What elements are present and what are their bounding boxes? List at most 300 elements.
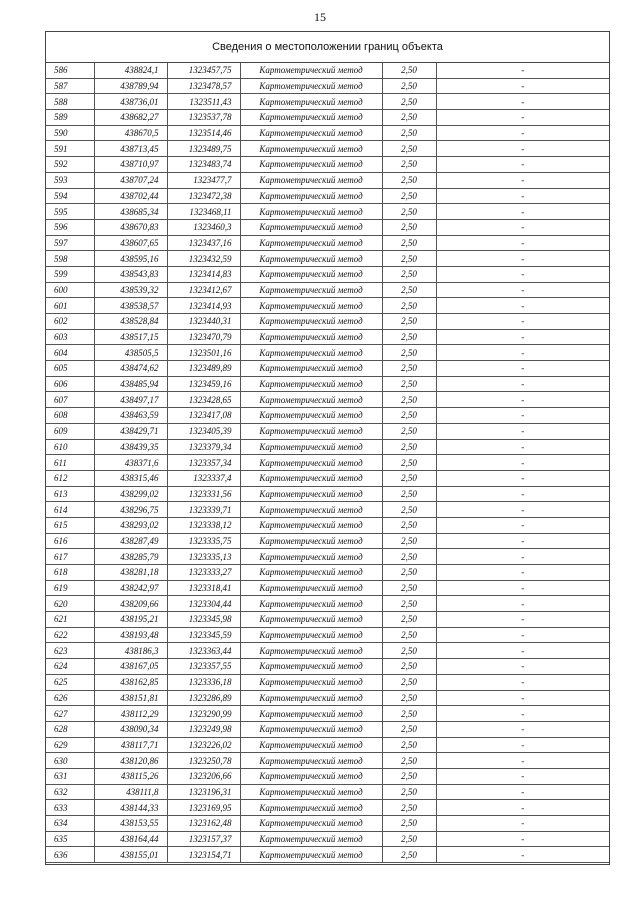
x-coordinate-cell: 438670,83 — [94, 219, 167, 235]
table-row — [46, 266, 609, 282]
x-coordinate-cell: 438528,84 — [94, 314, 167, 330]
y-coordinate-cell: 1323477,7 — [167, 172, 240, 188]
accuracy-cell: 2,50 — [382, 345, 436, 361]
table-row — [46, 784, 609, 800]
page-number: 15 — [314, 10, 326, 24]
accuracy-cell: 2,50 — [382, 298, 436, 314]
x-coordinate-cell: 438371,6 — [94, 455, 167, 471]
table-row — [46, 282, 609, 298]
method-cell: Картометрический метод — [240, 831, 382, 847]
description-cell: - — [436, 549, 609, 565]
x-coordinate-cell: 438120,86 — [94, 753, 167, 769]
x-coordinate-cell: 438429,71 — [94, 423, 167, 439]
table-row — [46, 204, 609, 220]
accuracy-cell: 2,50 — [382, 784, 436, 800]
x-coordinate-cell: 438474,62 — [94, 361, 167, 377]
method-cell: Картометрический метод — [240, 345, 382, 361]
method-cell: Картометрический метод — [240, 329, 382, 345]
description-cell: - — [436, 470, 609, 486]
method-cell: Картометрический метод — [240, 721, 382, 737]
point-number-cell: 603 — [46, 329, 94, 345]
description-cell: - — [436, 345, 609, 361]
accuracy-cell: 2,50 — [382, 659, 436, 675]
description-cell: - — [436, 486, 609, 502]
description-cell: - — [436, 565, 609, 581]
method-cell: Картометрический метод — [240, 423, 382, 439]
y-coordinate-cell: 1323414,93 — [167, 298, 240, 314]
method-cell: Картометрический метод — [240, 282, 382, 298]
point-number-cell: 618 — [46, 565, 94, 581]
accuracy-cell: 2,50 — [382, 831, 436, 847]
description-cell: - — [436, 125, 609, 141]
point-number-cell: 616 — [46, 533, 94, 549]
x-coordinate-cell: 438539,32 — [94, 282, 167, 298]
description-cell: - — [436, 266, 609, 282]
method-cell: Картометрический метод — [240, 94, 382, 110]
point-number-cell: 624 — [46, 659, 94, 675]
table-row — [46, 847, 609, 863]
description-cell: - — [436, 204, 609, 220]
table-row — [46, 408, 609, 424]
method-cell: Картометрический метод — [240, 251, 382, 267]
x-coordinate-cell: 438164,44 — [94, 831, 167, 847]
table-row — [46, 659, 609, 675]
accuracy-cell: 2,50 — [382, 674, 436, 690]
table-row — [46, 596, 609, 612]
point-number-cell: 621 — [46, 612, 94, 628]
description-cell: - — [436, 314, 609, 330]
accuracy-cell: 2,50 — [382, 470, 436, 486]
accuracy-cell: 2,50 — [382, 486, 436, 502]
description-cell: - — [436, 721, 609, 737]
accuracy-cell: 2,50 — [382, 94, 436, 110]
accuracy-cell: 2,50 — [382, 596, 436, 612]
method-cell: Картометрический метод — [240, 486, 382, 502]
description-cell: - — [436, 78, 609, 94]
accuracy-cell: 2,50 — [382, 329, 436, 345]
y-coordinate-cell: 1323335,13 — [167, 549, 240, 565]
point-number-cell: 597 — [46, 235, 94, 251]
table-row — [46, 141, 609, 157]
method-cell: Картометрический метод — [240, 361, 382, 377]
x-coordinate-cell: 438607,65 — [94, 235, 167, 251]
point-number-cell: 604 — [46, 345, 94, 361]
point-number-cell: 635 — [46, 831, 94, 847]
method-cell: Картометрический метод — [240, 706, 382, 722]
description-cell: - — [436, 172, 609, 188]
boundary-table-frame — [45, 31, 610, 865]
y-coordinate-cell: 1323336,18 — [167, 674, 240, 690]
description-cell: - — [436, 816, 609, 832]
method-cell: Картометрический метод — [240, 800, 382, 816]
y-coordinate-cell: 1323460,3 — [167, 219, 240, 235]
x-coordinate-cell: 438293,02 — [94, 517, 167, 533]
accuracy-cell: 2,50 — [382, 455, 436, 471]
x-coordinate-cell: 438155,01 — [94, 847, 167, 863]
y-coordinate-cell: 1323337,4 — [167, 470, 240, 486]
coordinates-table-body — [46, 63, 609, 863]
x-coordinate-cell: 438713,45 — [94, 141, 167, 157]
table-row — [46, 110, 609, 126]
y-coordinate-cell: 1323459,16 — [167, 376, 240, 392]
method-cell: Картометрический метод — [240, 659, 382, 675]
y-coordinate-cell: 1323437,16 — [167, 235, 240, 251]
point-number-cell: 614 — [46, 502, 94, 518]
x-coordinate-cell: 438497,17 — [94, 392, 167, 408]
accuracy-cell: 2,50 — [382, 627, 436, 643]
method-cell: Картометрический метод — [240, 63, 382, 78]
description-cell: - — [436, 219, 609, 235]
x-coordinate-cell: 438167,05 — [94, 659, 167, 675]
method-cell: Картометрический метод — [240, 596, 382, 612]
method-cell: Картометрический метод — [240, 502, 382, 518]
table-row — [46, 643, 609, 659]
y-coordinate-cell: 1323338,12 — [167, 517, 240, 533]
method-cell: Картометрический метод — [240, 533, 382, 549]
x-coordinate-cell: 438153,55 — [94, 816, 167, 832]
x-coordinate-cell: 438707,24 — [94, 172, 167, 188]
description-cell: - — [436, 784, 609, 800]
table-row — [46, 376, 609, 392]
description-cell: - — [436, 329, 609, 345]
x-coordinate-cell: 438315,46 — [94, 470, 167, 486]
y-coordinate-cell: 1323226,02 — [167, 737, 240, 753]
method-cell: Картометрический метод — [240, 110, 382, 126]
description-cell: - — [436, 768, 609, 784]
description-cell: - — [436, 392, 609, 408]
point-number-cell: 592 — [46, 157, 94, 173]
x-coordinate-cell: 438299,02 — [94, 486, 167, 502]
point-number-cell: 634 — [46, 816, 94, 832]
y-coordinate-cell: 1323286,89 — [167, 690, 240, 706]
accuracy-cell: 2,50 — [382, 235, 436, 251]
table-row — [46, 188, 609, 204]
y-coordinate-cell: 1323331,56 — [167, 486, 240, 502]
accuracy-cell: 2,50 — [382, 753, 436, 769]
accuracy-cell: 2,50 — [382, 157, 436, 173]
description-cell: - — [436, 251, 609, 267]
x-coordinate-cell: 438710,97 — [94, 157, 167, 173]
accuracy-cell: 2,50 — [382, 314, 436, 330]
x-coordinate-cell: 438439,35 — [94, 439, 167, 455]
description-cell: - — [436, 188, 609, 204]
y-coordinate-cell: 1323250,78 — [167, 753, 240, 769]
y-coordinate-cell: 1323432,59 — [167, 251, 240, 267]
point-number-cell: 591 — [46, 141, 94, 157]
description-cell: - — [436, 94, 609, 110]
description-cell: - — [436, 455, 609, 471]
point-number-cell: 613 — [46, 486, 94, 502]
y-coordinate-cell: 1323333,27 — [167, 565, 240, 581]
table-row — [46, 78, 609, 94]
accuracy-cell: 2,50 — [382, 392, 436, 408]
x-coordinate-cell: 438112,29 — [94, 706, 167, 722]
table-row — [46, 721, 609, 737]
accuracy-cell: 2,50 — [382, 800, 436, 816]
method-cell: Картометрический метод — [240, 580, 382, 596]
method-cell: Картометрический метод — [240, 768, 382, 784]
y-coordinate-cell: 1323249,98 — [167, 721, 240, 737]
x-coordinate-cell: 438543,83 — [94, 266, 167, 282]
y-coordinate-cell: 1323472,38 — [167, 188, 240, 204]
point-number-cell: 605 — [46, 361, 94, 377]
description-cell: - — [436, 847, 609, 863]
accuracy-cell: 2,50 — [382, 768, 436, 784]
method-cell: Картометрический метод — [240, 78, 382, 94]
table-row — [46, 470, 609, 486]
description-cell: - — [436, 298, 609, 314]
y-coordinate-cell: 1323412,67 — [167, 282, 240, 298]
method-cell: Картометрический метод — [240, 408, 382, 424]
description-cell: - — [436, 502, 609, 518]
table-row — [46, 831, 609, 847]
table-row — [46, 816, 609, 832]
point-number-cell: 611 — [46, 455, 94, 471]
table-row — [46, 345, 609, 361]
point-number-cell: 610 — [46, 439, 94, 455]
method-cell: Картометрический метод — [240, 204, 382, 220]
table-row — [46, 235, 609, 251]
method-cell: Картометрический метод — [240, 439, 382, 455]
point-number-cell: 598 — [46, 251, 94, 267]
accuracy-cell: 2,50 — [382, 737, 436, 753]
x-coordinate-cell: 438242,97 — [94, 580, 167, 596]
description-cell: - — [436, 706, 609, 722]
table-row — [46, 533, 609, 549]
point-number-cell: 593 — [46, 172, 94, 188]
method-cell: Картометрический метод — [240, 565, 382, 581]
point-number-cell: 586 — [46, 63, 94, 78]
point-number-cell: 606 — [46, 376, 94, 392]
point-number-cell: 626 — [46, 690, 94, 706]
description-cell: - — [436, 517, 609, 533]
point-number-cell: 620 — [46, 596, 94, 612]
x-coordinate-cell: 438117,71 — [94, 737, 167, 753]
y-coordinate-cell: 1323537,78 — [167, 110, 240, 126]
accuracy-cell: 2,50 — [382, 63, 436, 78]
accuracy-cell: 2,50 — [382, 266, 436, 282]
table-row — [46, 517, 609, 533]
description-cell: - — [436, 361, 609, 377]
table-row — [46, 172, 609, 188]
accuracy-cell: 2,50 — [382, 721, 436, 737]
point-number-cell: 587 — [46, 78, 94, 94]
x-coordinate-cell: 438824,1 — [94, 63, 167, 78]
accuracy-cell: 2,50 — [382, 204, 436, 220]
y-coordinate-cell: 1323304,44 — [167, 596, 240, 612]
x-coordinate-cell: 438296,75 — [94, 502, 167, 518]
accuracy-cell: 2,50 — [382, 282, 436, 298]
table-row — [46, 94, 609, 110]
accuracy-cell: 2,50 — [382, 816, 436, 832]
y-coordinate-cell: 1323457,75 — [167, 63, 240, 78]
x-coordinate-cell: 438538,57 — [94, 298, 167, 314]
x-coordinate-cell: 438670,5 — [94, 125, 167, 141]
x-coordinate-cell: 438285,79 — [94, 549, 167, 565]
point-number-cell: 601 — [46, 298, 94, 314]
description-cell: - — [436, 533, 609, 549]
x-coordinate-cell: 438485,94 — [94, 376, 167, 392]
method-cell: Картометрический метод — [240, 737, 382, 753]
description-cell: - — [436, 110, 609, 126]
y-coordinate-cell: 1323169,95 — [167, 800, 240, 816]
accuracy-cell: 2,50 — [382, 423, 436, 439]
y-coordinate-cell: 1323345,98 — [167, 612, 240, 628]
y-coordinate-cell: 1323468,11 — [167, 204, 240, 220]
table-row — [46, 392, 609, 408]
point-number-cell: 623 — [46, 643, 94, 659]
description-cell: - — [436, 753, 609, 769]
accuracy-cell: 2,50 — [382, 565, 436, 581]
point-number-cell: 612 — [46, 470, 94, 486]
table-row — [46, 157, 609, 173]
y-coordinate-cell: 1323470,79 — [167, 329, 240, 345]
y-coordinate-cell: 1323206,66 — [167, 768, 240, 784]
description-cell: - — [436, 737, 609, 753]
method-cell: Картометрический метод — [240, 188, 382, 204]
method-cell: Картометрический метод — [240, 125, 382, 141]
method-cell: Картометрический метод — [240, 517, 382, 533]
method-cell: Картометрический метод — [240, 392, 382, 408]
description-cell: - — [436, 439, 609, 455]
method-cell: Картометрический метод — [240, 753, 382, 769]
table-row — [46, 612, 609, 628]
point-number-cell: 602 — [46, 314, 94, 330]
y-coordinate-cell: 1323339,71 — [167, 502, 240, 518]
description-cell: - — [436, 423, 609, 439]
table-row — [46, 423, 609, 439]
method-cell: Картометрический метод — [240, 455, 382, 471]
table-row — [46, 565, 609, 581]
table-row — [46, 690, 609, 706]
accuracy-cell: 2,50 — [382, 439, 436, 455]
y-coordinate-cell: 1323335,75 — [167, 533, 240, 549]
description-cell: - — [436, 580, 609, 596]
accuracy-cell: 2,50 — [382, 690, 436, 706]
accuracy-cell: 2,50 — [382, 549, 436, 565]
y-coordinate-cell: 1323440,31 — [167, 314, 240, 330]
method-cell: Картометрический метод — [240, 266, 382, 282]
y-coordinate-cell: 1323489,89 — [167, 361, 240, 377]
x-coordinate-cell: 438115,26 — [94, 768, 167, 784]
accuracy-cell: 2,50 — [382, 643, 436, 659]
x-coordinate-cell: 438685,34 — [94, 204, 167, 220]
accuracy-cell: 2,50 — [382, 78, 436, 94]
point-number-cell: 599 — [46, 266, 94, 282]
y-coordinate-cell: 1323483,74 — [167, 157, 240, 173]
point-number-cell: 631 — [46, 768, 94, 784]
y-coordinate-cell: 1323162,48 — [167, 816, 240, 832]
coordinates-table — [46, 63, 609, 863]
description-cell: - — [436, 674, 609, 690]
description-cell: - — [436, 627, 609, 643]
description-cell: - — [436, 596, 609, 612]
accuracy-cell: 2,50 — [382, 188, 436, 204]
x-coordinate-cell: 438090,34 — [94, 721, 167, 737]
method-cell: Картометрический метод — [240, 784, 382, 800]
accuracy-cell: 2,50 — [382, 141, 436, 157]
y-coordinate-cell: 1323357,55 — [167, 659, 240, 675]
point-number-cell: 632 — [46, 784, 94, 800]
point-number-cell: 589 — [46, 110, 94, 126]
method-cell: Картометрический метод — [240, 314, 382, 330]
x-coordinate-cell: 438162,85 — [94, 674, 167, 690]
point-number-cell: 625 — [46, 674, 94, 690]
y-coordinate-cell: 1323514,46 — [167, 125, 240, 141]
point-number-cell: 588 — [46, 94, 94, 110]
table-row — [46, 125, 609, 141]
table-row — [46, 439, 609, 455]
table-row — [46, 361, 609, 377]
method-cell: Картометрический метод — [240, 816, 382, 832]
accuracy-cell: 2,50 — [382, 251, 436, 267]
point-number-cell: 627 — [46, 706, 94, 722]
table-row — [46, 251, 609, 267]
accuracy-cell: 2,50 — [382, 580, 436, 596]
x-coordinate-cell: 438144,33 — [94, 800, 167, 816]
description-cell: - — [436, 612, 609, 628]
method-cell: Картометрический метод — [240, 627, 382, 643]
table-row — [46, 737, 609, 753]
point-number-cell: 594 — [46, 188, 94, 204]
table-row — [46, 329, 609, 345]
method-cell: Картометрический метод — [240, 612, 382, 628]
point-number-cell: 633 — [46, 800, 94, 816]
table-row — [46, 219, 609, 235]
point-number-cell: 596 — [46, 219, 94, 235]
method-cell: Картометрический метод — [240, 235, 382, 251]
method-cell: Картометрический метод — [240, 643, 382, 659]
table-row — [46, 706, 609, 722]
accuracy-cell: 2,50 — [382, 219, 436, 235]
point-number-cell: 615 — [46, 517, 94, 533]
x-coordinate-cell: 438702,44 — [94, 188, 167, 204]
description-cell: - — [436, 643, 609, 659]
y-coordinate-cell: 1323417,08 — [167, 408, 240, 424]
description-cell: - — [436, 63, 609, 78]
method-cell: Картометрический метод — [240, 172, 382, 188]
y-coordinate-cell: 1323290,99 — [167, 706, 240, 722]
y-coordinate-cell: 1323414,83 — [167, 266, 240, 282]
x-coordinate-cell: 438517,15 — [94, 329, 167, 345]
method-cell: Картометрический метод — [240, 141, 382, 157]
table-title: Сведения о местоположении границ объекта — [46, 32, 609, 63]
y-coordinate-cell: 1323157,37 — [167, 831, 240, 847]
table-row — [46, 627, 609, 643]
point-number-cell: 600 — [46, 282, 94, 298]
description-cell: - — [436, 659, 609, 675]
x-coordinate-cell: 438736,01 — [94, 94, 167, 110]
y-coordinate-cell: 1323379,34 — [167, 439, 240, 455]
x-coordinate-cell: 438195,21 — [94, 612, 167, 628]
table-row — [46, 768, 609, 784]
point-number-cell: 636 — [46, 847, 94, 863]
point-number-cell: 607 — [46, 392, 94, 408]
description-cell: - — [436, 800, 609, 816]
accuracy-cell: 2,50 — [382, 847, 436, 863]
table-row — [46, 674, 609, 690]
method-cell: Картометрический метод — [240, 470, 382, 486]
point-number-cell: 617 — [46, 549, 94, 565]
method-cell: Картометрический метод — [240, 549, 382, 565]
x-coordinate-cell: 438789,94 — [94, 78, 167, 94]
description-cell: - — [436, 235, 609, 251]
method-cell: Картометрический метод — [240, 376, 382, 392]
x-coordinate-cell: 438463,59 — [94, 408, 167, 424]
description-cell: - — [436, 376, 609, 392]
point-number-cell: 619 — [46, 580, 94, 596]
x-coordinate-cell: 438287,49 — [94, 533, 167, 549]
